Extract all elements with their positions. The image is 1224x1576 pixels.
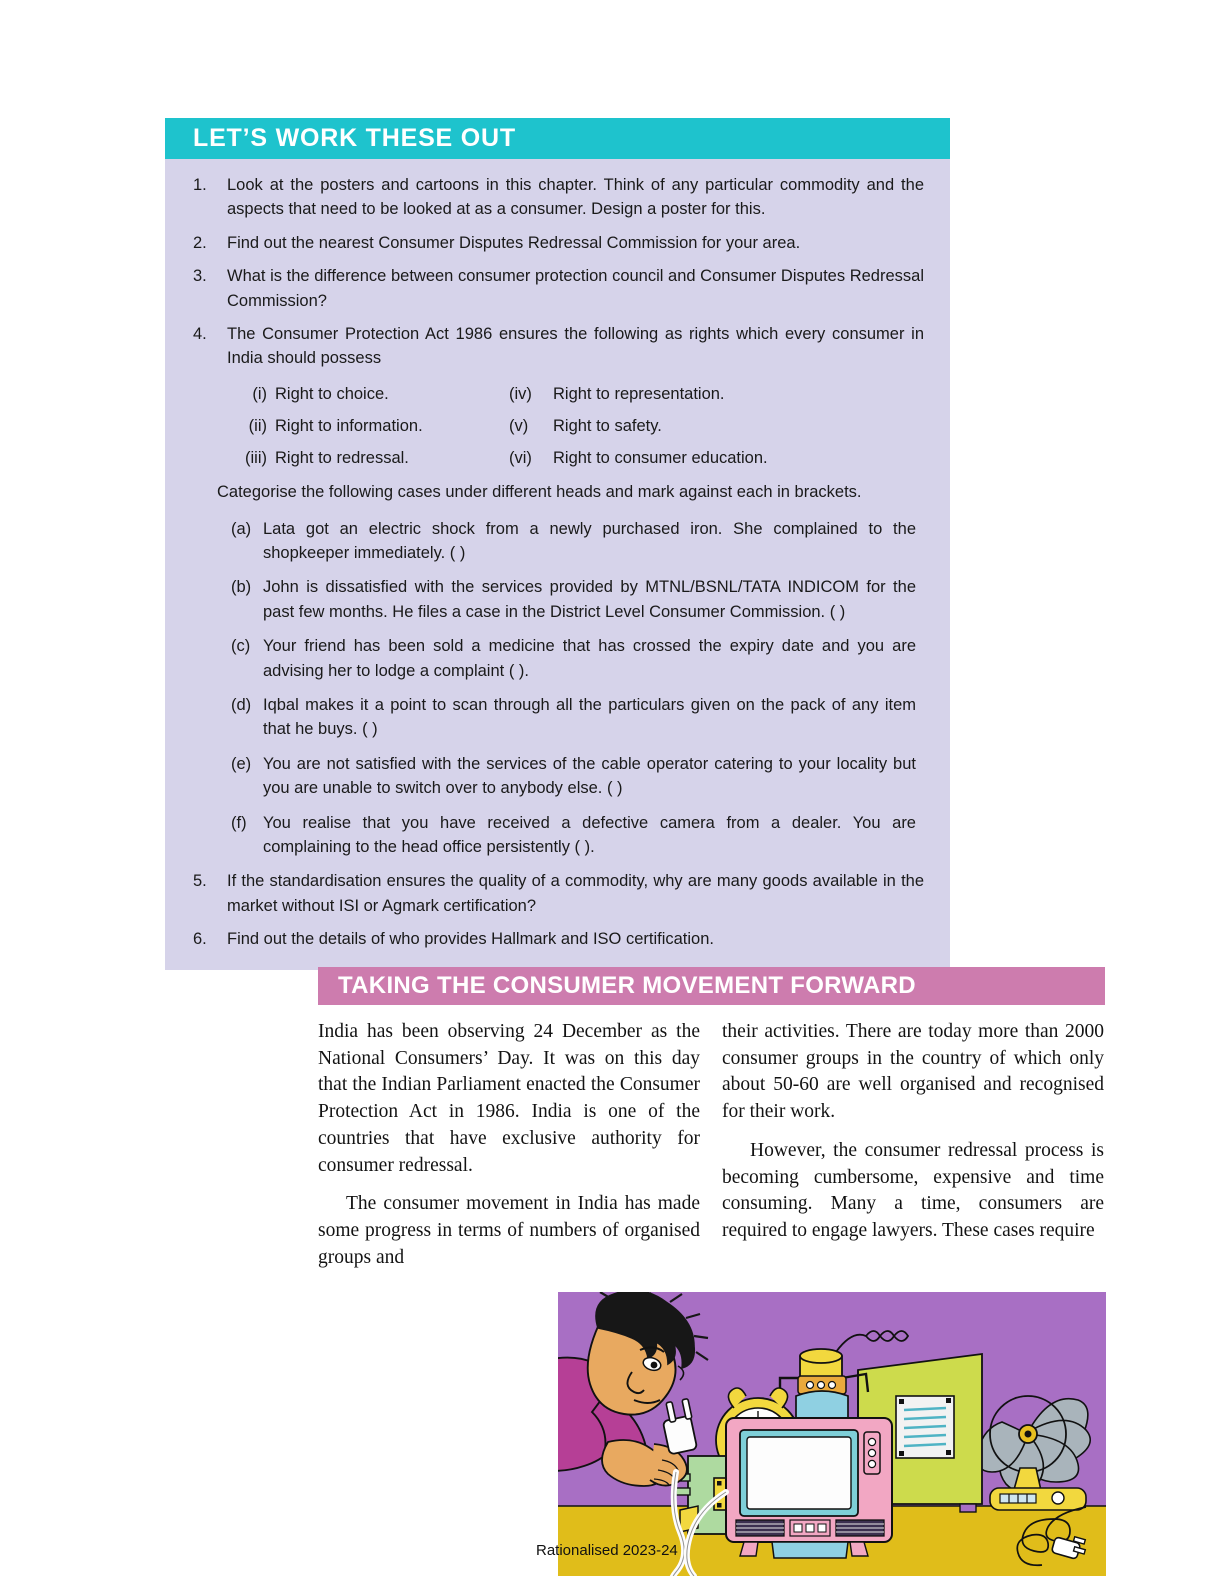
numbered-item-text: Look at the posters and cartoons in this chapter. Think of any particular commodity and the aspects that need to be looked at as a consumer. Design a poster for this. bbox=[227, 176, 924, 219]
consumer-right-item bbox=[241, 447, 509, 470]
consumer-rights-row bbox=[241, 415, 924, 438]
numbered-item bbox=[179, 173, 924, 222]
numbered-item-marker: 5. bbox=[193, 872, 207, 891]
consumer-right-label: Right to safety. bbox=[553, 416, 662, 435]
body-paragraph: their activities. There are today more than 2000 consumer groups in the country of which only about 50-60 are well organised and recognised for their work. bbox=[722, 1021, 1104, 1123]
consumer-rights-row bbox=[241, 447, 924, 470]
consumer-right-item bbox=[509, 383, 725, 406]
numbered-item-text: The Consumer Protection Act 1986 ensures the following as rights which every consumer in India should possess bbox=[227, 325, 924, 368]
case-item bbox=[231, 693, 924, 742]
numbered-item-text: Find out the details of who provides Hallmark and ISO certification. bbox=[227, 930, 714, 949]
activity-box-title: LET’S WORK THESE OUT bbox=[193, 124, 516, 152]
numbered-item-text: Find out the nearest Consumer Disputes Redressal Commission for your area. bbox=[227, 233, 801, 252]
case-marker: (a) bbox=[231, 519, 252, 538]
consumer-right-number: (v) bbox=[509, 416, 529, 435]
activity-box-header bbox=[165, 118, 950, 159]
case-marker: (f) bbox=[231, 813, 247, 832]
consumer-right-label: Right to redressal. bbox=[275, 449, 409, 468]
numbered-item bbox=[179, 322, 924, 371]
body-paragraph: India has been observing 24 December as the National Consumers’ Day. It was on this day that the Indian Parliament enacted the Consumer Protection Act in 1986. India is one of the countries that have exclusive authority for consumer redressal. bbox=[318, 1021, 700, 1176]
consumer-right-number: (ii) bbox=[248, 416, 267, 435]
consumer-right-label: Right to representation. bbox=[553, 384, 725, 403]
activity-box-body bbox=[165, 159, 950, 970]
case-marker: (e) bbox=[231, 754, 252, 773]
body-paragraph: The consumer movement in India has made some progress in terms of numbers of organised groups and bbox=[318, 1193, 700, 1268]
forward-section bbox=[318, 967, 1105, 1283]
forward-left-column bbox=[318, 1019, 700, 1283]
case-marker: (b) bbox=[231, 578, 252, 597]
numbered-item-marker: 1. bbox=[193, 176, 207, 194]
numbered-item-text: If the standardisation ensures the quality of a commodity, why are many goods available in the market without ISI or Agmark certification? bbox=[227, 872, 924, 915]
consumer-right-number: (iv) bbox=[509, 384, 532, 403]
consumer-right-label: Right to consumer education. bbox=[553, 449, 768, 468]
case-item bbox=[231, 634, 924, 683]
pink-television bbox=[726, 1418, 892, 1558]
case-item bbox=[231, 811, 924, 860]
consumer-right-item bbox=[241, 383, 509, 406]
consumer-right-label: Right to information. bbox=[275, 416, 423, 435]
rationalised-footer-note: Rationalised 2023-24 bbox=[536, 1542, 678, 1559]
numbered-item-marker: 3. bbox=[193, 267, 207, 286]
consumer-right-number: (iii) bbox=[245, 449, 267, 468]
body-paragraph: However, the consumer redressal process is becoming cumbersome, expensive and time consuming. Many a time, consumers are required to engage lawyers. These cases require bbox=[722, 1139, 1104, 1241]
numbered-item bbox=[179, 869, 924, 918]
consumer-rights-row bbox=[241, 383, 924, 406]
numbered-item-marker: 2. bbox=[193, 233, 207, 252]
activity-box bbox=[165, 118, 950, 970]
case-text: Your friend has been sold a medicine that has crossed the expiry date and you are advising her to lodge a complaint ( ). bbox=[263, 637, 916, 680]
case-text: You are not satisfied with the services of the cable operator catering to your locality but you are unable to switch over to anybody else. ( ) bbox=[263, 754, 916, 798]
forward-section-title: TAKING THE CONSUMER MOVEMENT FORWARD bbox=[338, 972, 916, 999]
case-text: Lata got an electric shock from a newly purchased iron. She complained to the shopkeeper immediately. ( ) bbox=[263, 519, 916, 562]
consumer-right-item bbox=[241, 415, 509, 438]
numbered-item-marker: 4. bbox=[193, 325, 207, 344]
consumer-right-item bbox=[509, 447, 768, 470]
case-item bbox=[231, 752, 924, 801]
forward-section-columns bbox=[318, 1005, 1105, 1283]
case-text: You realise that you have received a defective camera from a dealer. You are complaining to the head office persistently ( ). bbox=[263, 813, 916, 856]
case-text: Iqbal makes it a point to scan through all the particulars given on the pack of any item that he buys. ( ) bbox=[263, 695, 916, 739]
consumer-right-number: (vi) bbox=[509, 449, 532, 468]
numbered-item bbox=[179, 231, 924, 255]
cases-list bbox=[231, 517, 924, 860]
consumer-right-number: (i) bbox=[252, 384, 267, 403]
numbered-item-marker: 6. bbox=[193, 930, 207, 949]
case-text: John is dissatisfied with the services provided by MTNL/BSNL/TATA INDICOM for the past few months. He files a case in the District Level Consumer Commission. ( ) bbox=[263, 578, 916, 621]
forward-section-header bbox=[318, 967, 1105, 1005]
case-item bbox=[231, 575, 924, 624]
numbered-item bbox=[179, 927, 924, 951]
consumer-right-item bbox=[509, 415, 662, 438]
chapter-illustration bbox=[558, 1292, 1106, 1576]
consumer-rights-grid bbox=[241, 383, 924, 470]
categorise-instruction: Categorise the following cases under different heads and mark against each in brackets. bbox=[217, 483, 862, 502]
forward-right-column bbox=[722, 1019, 1104, 1283]
case-marker: (d) bbox=[231, 695, 252, 714]
consumer-right-label: Right to choice. bbox=[275, 384, 389, 403]
numbered-item-text: What is the difference between consumer protection council and Consumer Disputes Redressal Commission? bbox=[227, 267, 924, 310]
case-item bbox=[231, 517, 924, 566]
case-marker: (c) bbox=[231, 637, 251, 656]
numbered-item bbox=[179, 264, 924, 313]
